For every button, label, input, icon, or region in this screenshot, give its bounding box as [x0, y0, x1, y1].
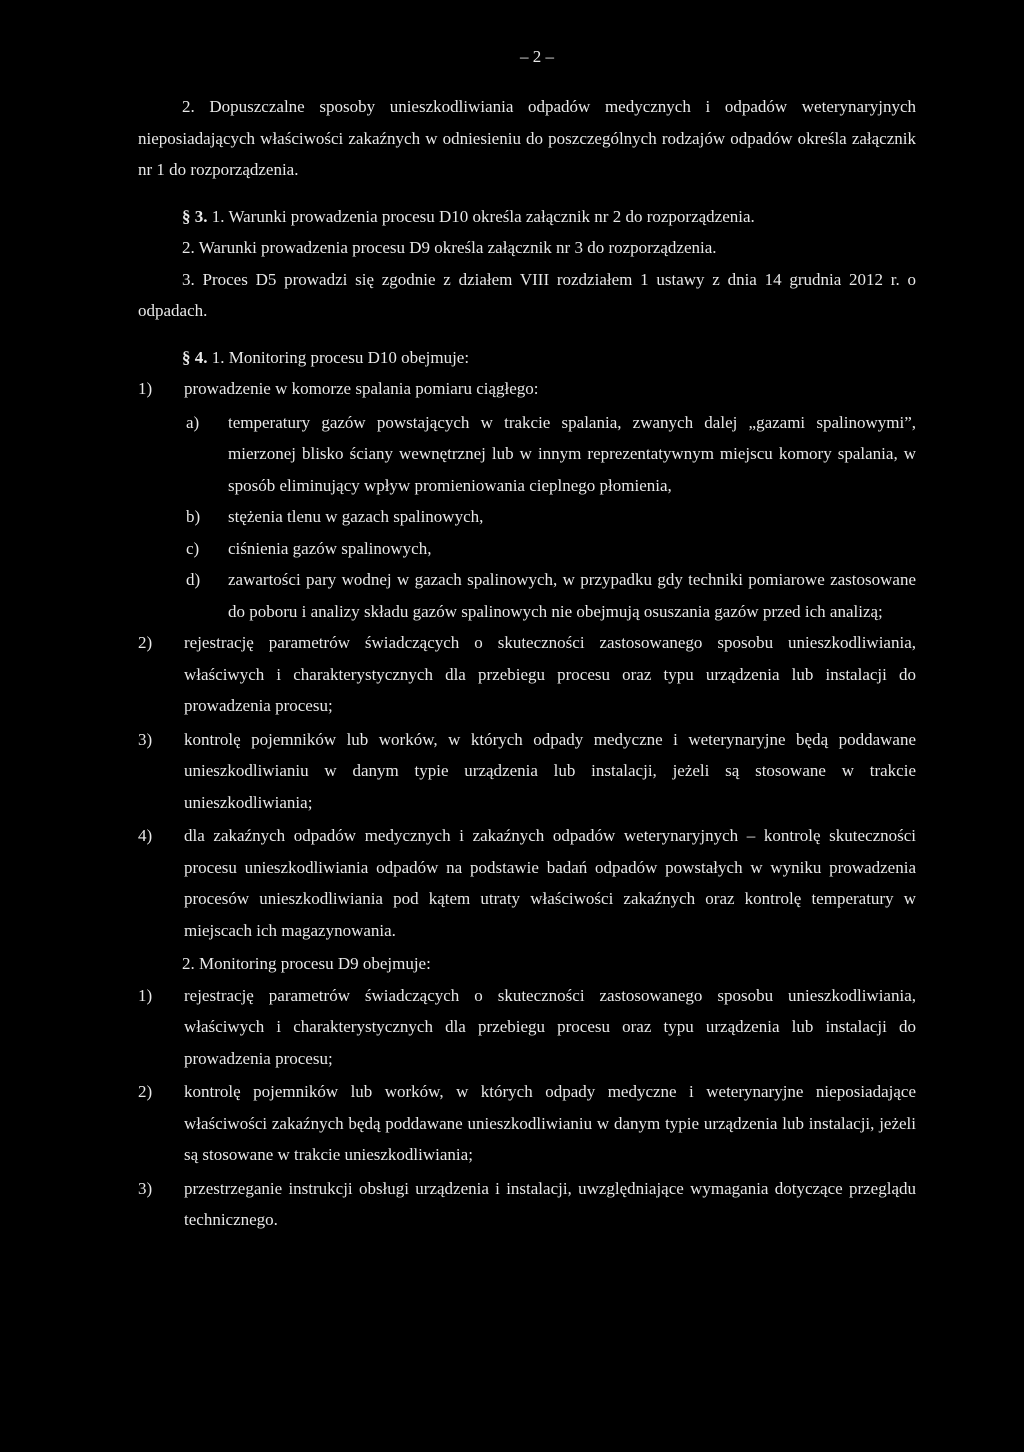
section-4-paragraph-1 [138, 342, 916, 374]
sub-list-item-label: a) [186, 412, 200, 432]
sub-list-item-text: ciśnienia gazów spalinowych, [228, 538, 432, 558]
list-item-label: 1) [138, 985, 153, 1005]
sub-list-item [138, 501, 916, 533]
sub-list-item-label: c) [186, 538, 200, 558]
section-3-p1-text: 1. Warunki prowadzenia procesu D10 określa załącznik nr 2 do rozporządzenia. [211, 206, 755, 226]
document-body [138, 91, 916, 1238]
list-item-label: 4) [138, 826, 153, 845]
page-number: – 2 – [520, 47, 554, 66]
list-item [138, 980, 916, 1075]
list-item [138, 820, 916, 946]
list-item-text: prowadzenie w komorze spalania pomiaru ciągłego: [184, 379, 539, 398]
sub-list-item [138, 407, 916, 502]
section-3-mark: § 3. [182, 206, 208, 226]
sub-list-item-label: b) [186, 507, 201, 526]
paragraph-2-2: 2. Dopuszczalne sposoby unieszkodliwiania odpadów medycznych i odpadów weterynaryjnych nieposiadających właściwości zakaźnych w odniesieniu do poszczególnych rodzajów odpadów określa załącznik nr 1 do rozporządzenia. [138, 97, 916, 179]
list-item-label: 1) [138, 379, 153, 398]
list-item-text: przestrzeganie instrukcji obsługi urządzenia i instalacji, uwzględniające wymagania dotyczące przeglądu technicznego. [184, 1178, 916, 1229]
list-item-label: 3) [138, 1178, 153, 1198]
list-item [138, 1076, 916, 1171]
list-item-text: dla zakaźnych odpadów medycznych i zakaźnych odpadów weterynaryjnych – kontrolę skuteczności procesu unieszkodliwiania odpadów na podstawie badań odpadów powstałych w wyniku prowadzenia procesów unieszkodliwiania pod kątem utraty właściwości zakaźnych oraz kontrolę temperatury w miejscach ich magazynowania. [184, 826, 916, 940]
section-3-paragraph-3: 3. Proces D5 prowadzi się zgodnie z działem VIII rozdziałem 1 ustawy z dnia 14 grudnia 2012 r. o odpadach. [138, 269, 916, 320]
list-item-label: 3) [138, 729, 153, 749]
list-item-label: 2) [138, 1082, 153, 1101]
sub-list-item-text: zawartości pary wodnej w gazach spalinowych, w przypadku gdy techniki pomiarowe zastosowane do poboru i analizy składu gazów spalinowych nie obejmują osuszania gazów przed ich analizą; [228, 570, 916, 621]
sub-list-item-text: stężenia tlenu w gazach spalinowych, [228, 507, 484, 526]
sub-list-item [138, 564, 916, 627]
sub-list-item-label: d) [186, 570, 201, 589]
section-4-p1-text: 1. Monitoring procesu D10 obejmuje: [211, 347, 470, 367]
list-item [138, 724, 916, 819]
list-item [138, 373, 916, 405]
list-item-label: 2) [138, 633, 153, 652]
list-item-text: kontrolę pojemników lub worków, w których odpady medyczne i weterynaryjne będą poddawane unieszkodliwianiu w danym typie urządzenia lub instalacji, jeżeli są stosowane w trakcie unieszkodliwiania; [184, 729, 916, 812]
list-item [138, 627, 916, 722]
sub-list-item-text: temperatury gazów powstających w trakcie spalania, zwanych dalej „gazami spalinowymi”, mierzonej blisko ściany wewnętrznej lub w innym reprezentatywnym miejscu komory spalania, w sposób eliminujący wpływ promieniowania cieplnego płomienia, [228, 412, 916, 495]
section-3-paragraph-1 [138, 201, 916, 233]
section-4-mark: § 4. [182, 347, 208, 367]
sub-list-item [138, 533, 916, 565]
list-item-text: rejestrację parametrów świadczących o skuteczności zastosowanego sposobu unieszkodliwiania, właściwych i charakterystycznych dla przebiegu procesu oraz typu urządzenia lub instalacji do prowadzenia procesu; [184, 633, 916, 715]
list-item [138, 1173, 916, 1236]
list-item-text: kontrolę pojemników lub worków, w których odpady medyczne i weterynaryjne nieposiadające właściwości zakaźnych będą poddawane unieszkodliwianiu w danym typie urządzenia lub instalacji, jeżeli są stosowane w trakcie unieszkodliwiania; [184, 1082, 916, 1164]
section-3-paragraph-2: 2. Warunki prowadzenia procesu D9 określa załącznik nr 3 do rozporządzenia. [182, 238, 717, 257]
section-4-paragraph-2: 2. Monitoring procesu D9 obejmuje: [182, 954, 431, 973]
list-item-text: rejestrację parametrów świadczących o skuteczności zastosowanego sposobu unieszkodliwiania, właściwych i charakterystycznych dla przebiegu procesu oraz typu urządzenia lub instalacji do prowadzenia procesu; [184, 985, 916, 1068]
